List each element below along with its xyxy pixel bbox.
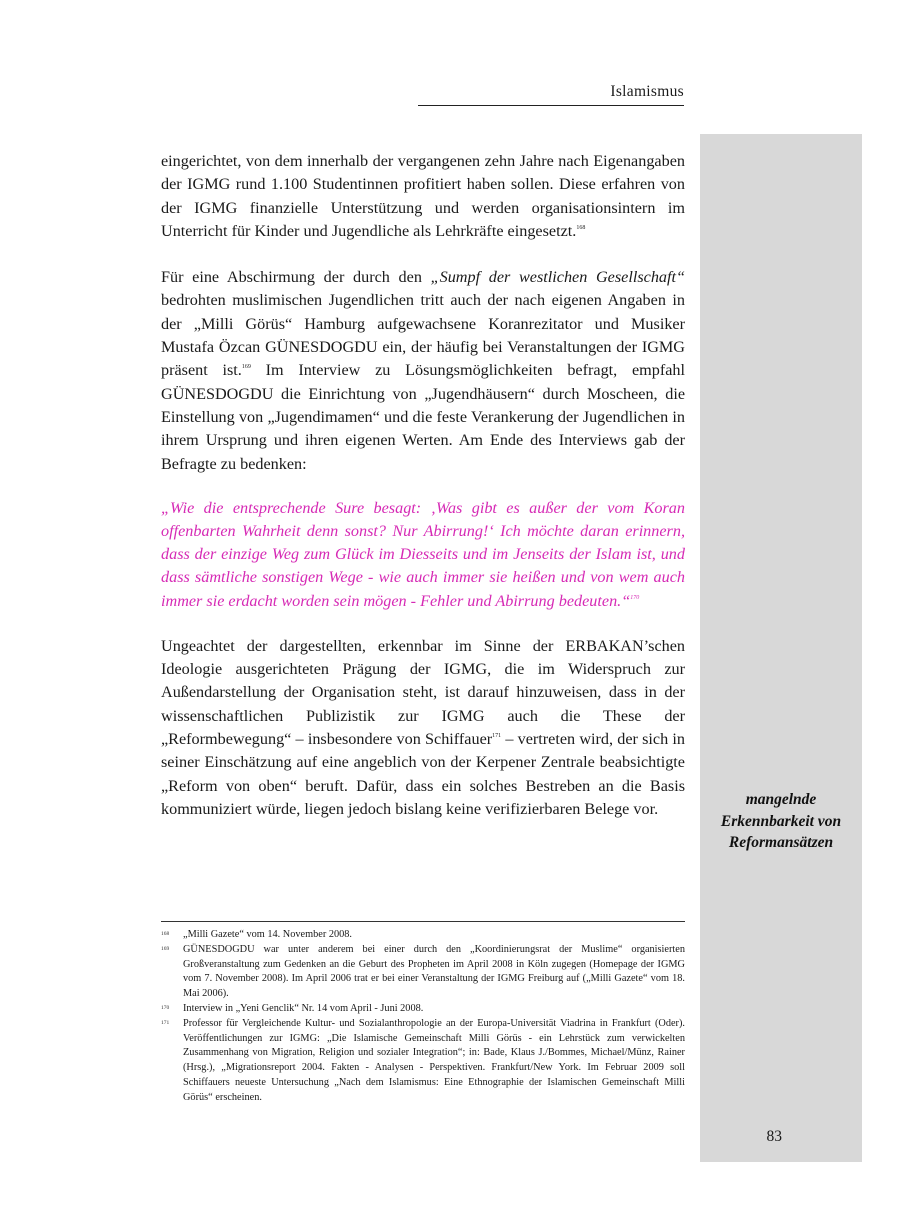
footnote-171: [161, 1017, 685, 1106]
footnote-rule: [161, 921, 685, 922]
paragraph-3-text-start: Ungeachtet der dargestellten, erkennbar im Sinne der ERBAKAN’schen Ideologie ausgerichteten Prägung der IGMG, die im Widerspruch zur Außendarstellung der Organisation steht, ist darauf hinzuweisen, dass in der wissenschaftlichen Publizistik zur IGMG auch die These der „Reformbewegung“ – insbesondere von Schiffauer: [161, 636, 685, 749]
footnotes: [161, 928, 685, 1106]
margin-column: [700, 134, 862, 1162]
footnote-ref-169[interactable]: 169: [241, 364, 251, 371]
footnote-ref-170[interactable]: 170: [630, 594, 640, 601]
footnote-ref-168[interactable]: 168: [576, 224, 586, 231]
margin-note: mangelnde Erkennbarkeit von Reformansätzen: [720, 791, 842, 851]
paragraph-2-text-end: Im Interview zu Lösungsmöglichkeiten befragt, empfahl GÜNESDOGDU die Einrichtung von „Jugendhäusern“ durch Moscheen, die Einstellung von „Jugendimamen“ und die feste Verankerung der Jugendlichen in ihrem Ursprung und ihren eigenen Werten. Am Ende des Interviews gab der Befragte zu bedenken:: [161, 361, 685, 473]
emphasized-quote: „Sumpf der westlichen Gesellschaft“: [430, 268, 686, 287]
footnote-number: 168: [161, 931, 170, 937]
block-quote: [161, 497, 685, 613]
footnote-number: 171: [161, 1019, 170, 1026]
footnote-number: 170: [161, 1004, 170, 1011]
footnote-168: [161, 928, 685, 943]
header-rule: [418, 105, 684, 106]
block-quote-text: „Wie die entsprechende Sure besagt: ‚Was gibt es außer der vom Koran offenbarten Wahrheit denn sonst? Nur Abirrung!‘ Ich möchte daran erinnern, dass der einzige Weg zum Glück im Diesseits und im Jenseits der Islam ist, und dass sämtliche sonstigen Wege - wie auch immer sie heißen und von wem auch immer sie erdacht worden sein mögen - Fehler und Abirrung bedeuten.“: [161, 498, 685, 610]
footnote-text: Professor für Vergleichende Kultur- und Sozialanthropologie an der Europa-Universität Viadrina in Frankfurt (Oder). Veröffentlichungen zur IGMG: „Die Islamische Gemeinschaft Milli Görüs - ein Lehrstück zum verwickelten Zusammenhang von Migration, Religion und sozialer Integration“; in: Bade, Klaus J./Bommes, Michael/Münz, Rainer (Hrsg.), „Migrationsreport 2004. Fakten - Analysen - Perspektiven. Frankfurt/New York. Im Februar 2009 soll Schiffauers neueste Untersuchung „Nach dem Islamismus: Eine Ethnographie der Islamischen Gemeinschaft Milli Görüs“ erscheinen.: [183, 1017, 685, 1103]
footnote-169: [161, 943, 685, 1002]
footnote-ref-171[interactable]: 171: [492, 733, 502, 740]
paragraph-1: [161, 150, 685, 243]
footnote-text: Interview in „Yeni Genclik“ Nr. 14 vom April - Juni 2008.: [183, 1002, 424, 1014]
footnote-text: „Milli Gazete“ vom 14. November 2008.: [183, 929, 352, 940]
main-text: [161, 150, 685, 821]
paragraph-3-text-end: – vertreten wird, der sich in seiner Einschätzung auf eine angeblich von der Kerpener Zentrale beabsichtigte „Reform von oben“ beruft. Dafür, dass ein solches Bestreben an die Basis kommuniziert würde, liegen jedoch bislang keine verifizierbaren Belege vor.: [161, 730, 685, 818]
paragraph-3: [161, 635, 685, 821]
footnote-170: [161, 1002, 685, 1017]
running-header: Islamismus: [610, 83, 684, 100]
footnote-text: GÜNESDOGDU war unter anderem bei einer durch den „Koordinierungsrat der Muslime“ organisierten Großveranstaltung zum Gedenken an die Geburt des Propheten im April 2008 in Köln zugegen (Homepage der IGMG vom 7. November 2008). Im April 2006 trat er bei einer Veranstaltung der IGMG Freiburg auf („Milli Gazete“ vom 18. Mai 2006).: [183, 943, 685, 1000]
paragraph-2: [161, 266, 685, 476]
paragraph-2-text-start: Für eine Abschirmung der durch den: [161, 268, 431, 287]
paragraph-1-text: eingerichtet, von dem innerhalb der vergangenen zehn Jahre nach Eigenangaben der IGMG rund 1.100 Studentinnen profitiert haben sollen. Diese erfahren von der IGMG finanzielle Unterstützung und werden organisationsintern im Unterricht für Kinder und Jugendliche als Lehrkräfte eingesetzt.: [161, 152, 685, 240]
paragraph-2-text-mid: bedrohten muslimischen Jugendlichen tritt auch der nach eigenen Angaben in der „Milli Görüs“ Hamburg aufgewachsene Koranrezitator und Musiker Mustafa Özcan GÜNESDOGDU ein, der häufig bei Veranstaltungen der IGMG präsent ist.: [161, 291, 685, 380]
footnote-number: 169: [161, 945, 170, 952]
page-number: 83: [766, 1128, 782, 1145]
